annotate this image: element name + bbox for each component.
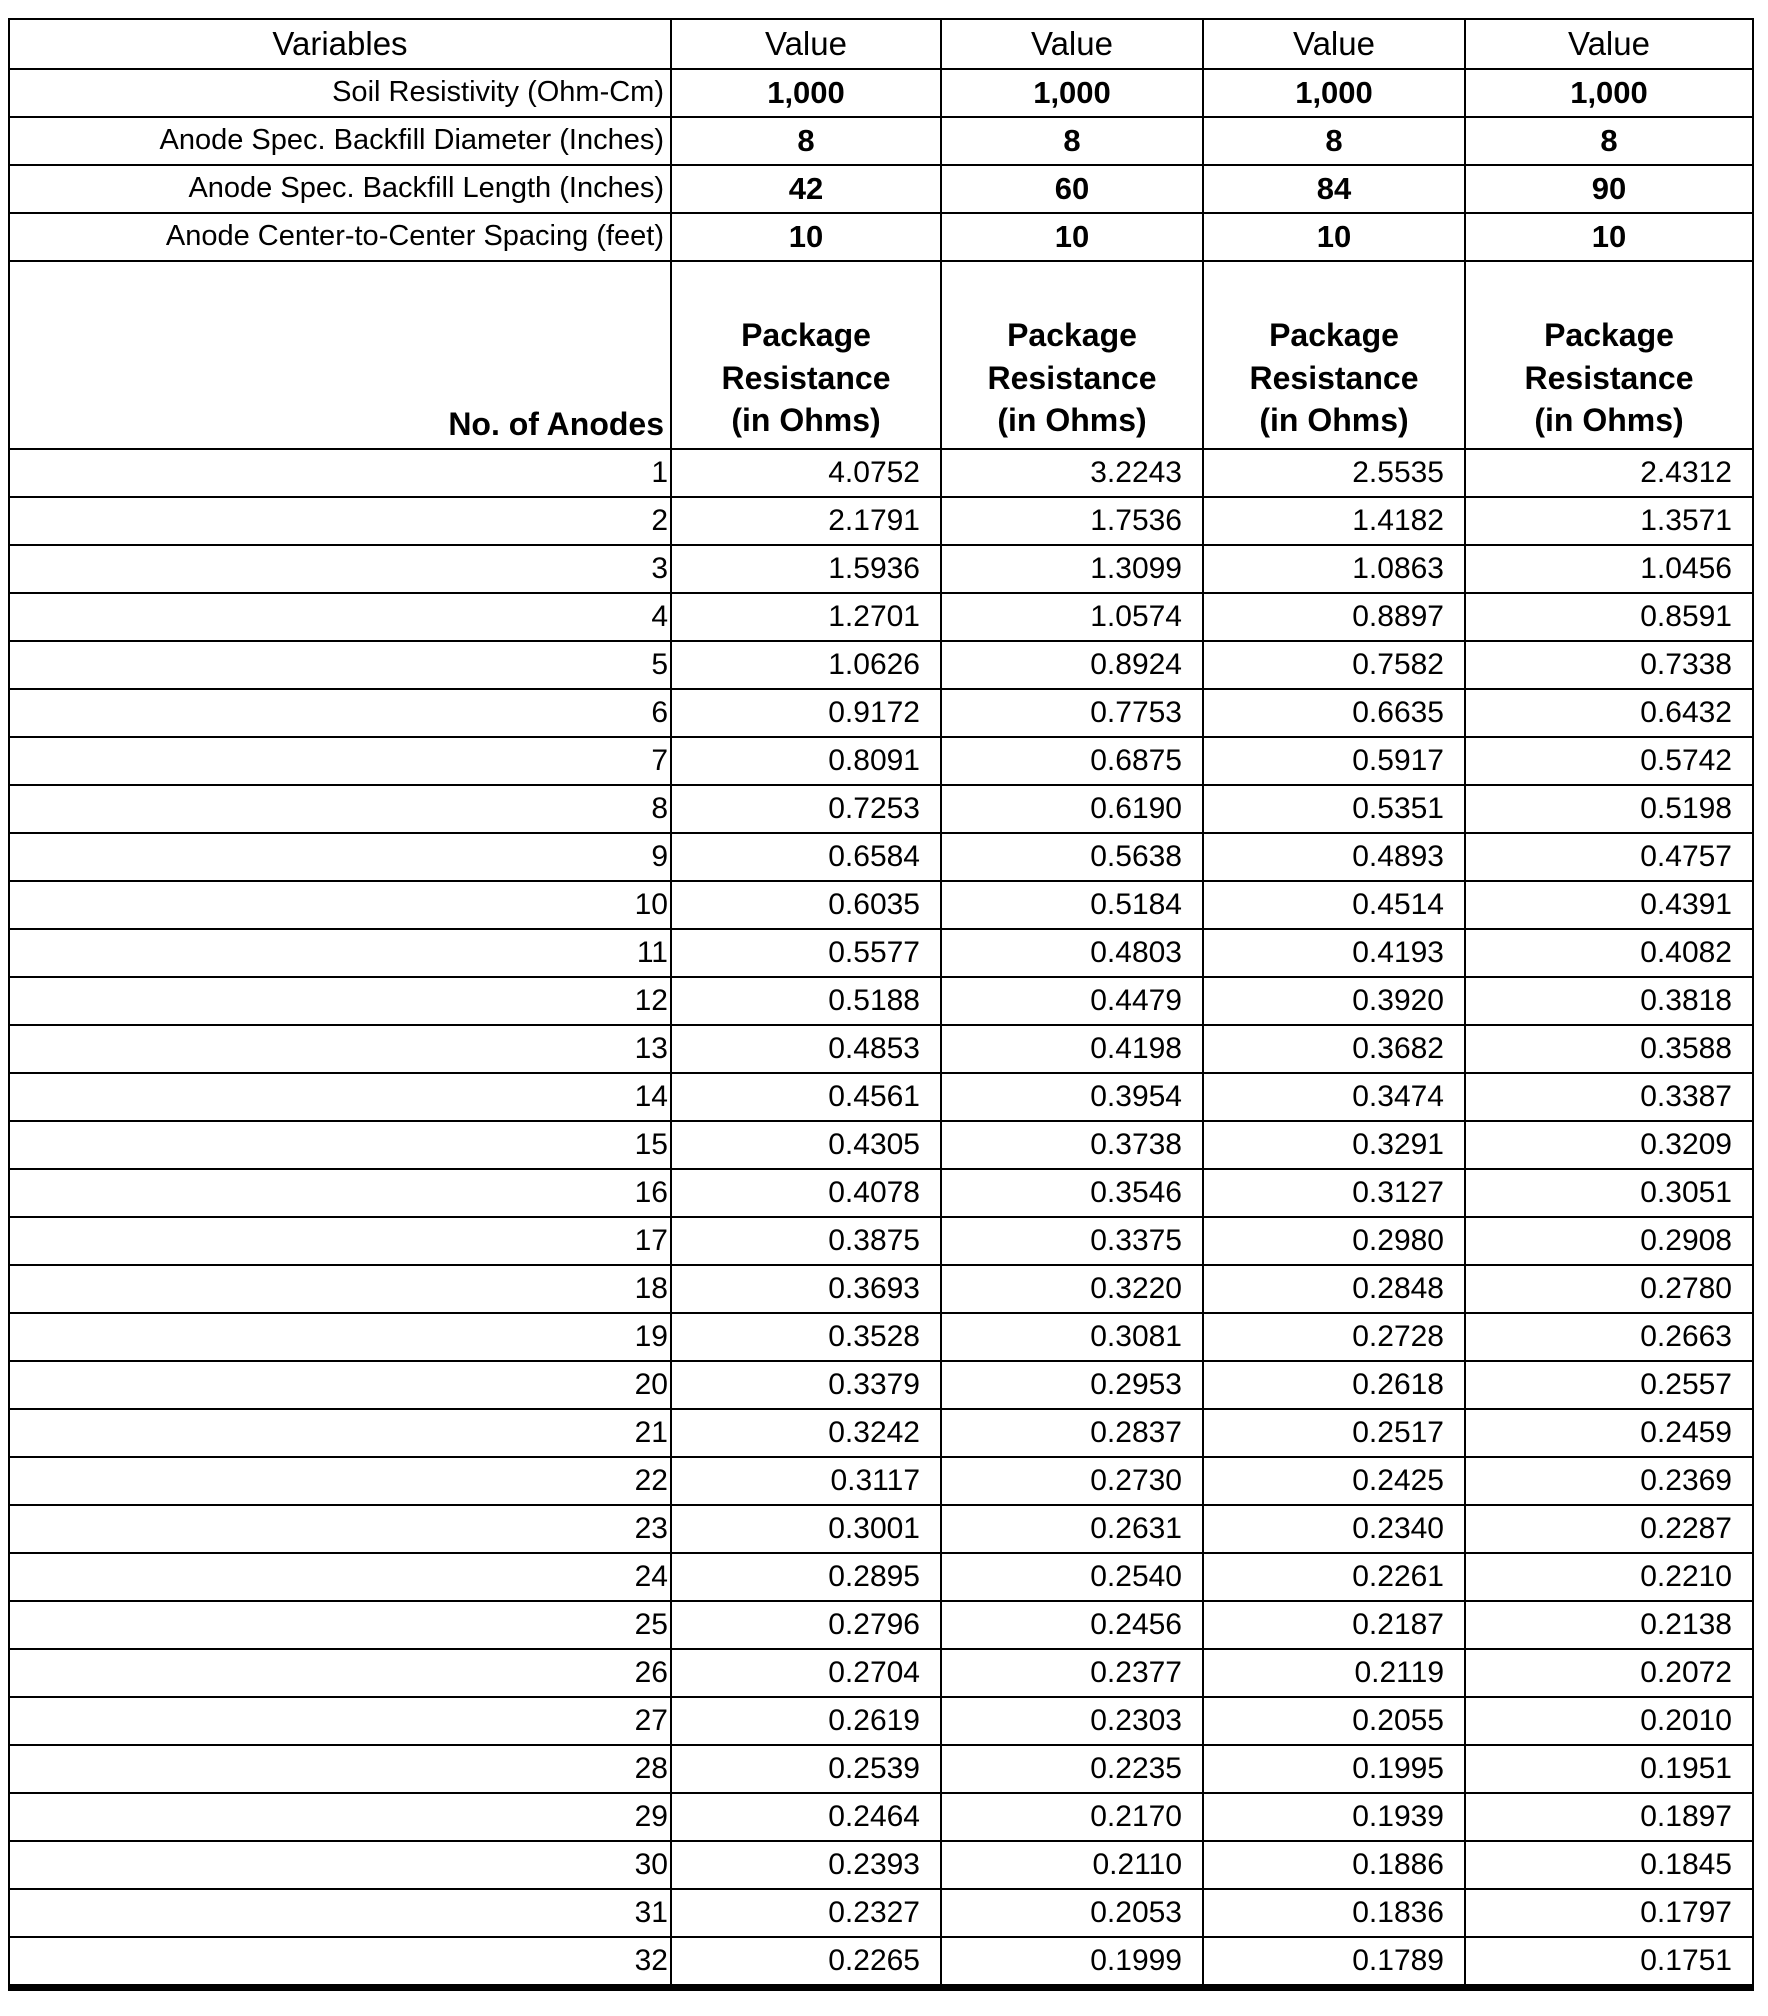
cell-package-resistance: 0.4479 (941, 977, 1203, 1025)
header-package-resistance-2 (941, 261, 1203, 449)
cell-package-resistance: 0.2557 (1465, 1361, 1753, 1409)
table-row (9, 1457, 1753, 1505)
variable-label: Anode Center-to-Center Spacing (feet) (9, 213, 671, 261)
table-row (9, 449, 1753, 497)
cell-package-resistance: 0.3474 (1203, 1073, 1465, 1121)
cell-package-resistance: 0.7253 (671, 785, 941, 833)
cell-no-of-anodes: 21 (9, 1409, 671, 1457)
table-row (9, 1889, 1753, 1937)
cell-no-of-anodes: 22 (9, 1457, 671, 1505)
cell-package-resistance: 0.2539 (671, 1745, 941, 1793)
cell-package-resistance: 0.2327 (671, 1889, 941, 1937)
cell-package-resistance: 1.7536 (941, 497, 1203, 545)
table-row (9, 1169, 1753, 1217)
cell-package-resistance: 0.2895 (671, 1553, 941, 1601)
cell-package-resistance: 0.3051 (1465, 1169, 1753, 1217)
cell-no-of-anodes: 20 (9, 1361, 671, 1409)
header-value-2: Value (941, 19, 1203, 69)
cell-no-of-anodes: 32 (9, 1937, 671, 1988)
variable-value: 8 (941, 117, 1203, 165)
cell-package-resistance: 2.5535 (1203, 449, 1465, 497)
cell-package-resistance: 0.1999 (941, 1937, 1203, 1988)
cell-package-resistance: 0.2235 (941, 1745, 1203, 1793)
cell-package-resistance: 1.5936 (671, 545, 941, 593)
table-row (9, 1745, 1753, 1793)
cell-package-resistance: 0.2908 (1465, 1217, 1753, 1265)
cell-package-resistance: 0.4193 (1203, 929, 1465, 977)
table-row (9, 1361, 1753, 1409)
cell-no-of-anodes: 7 (9, 737, 671, 785)
cell-package-resistance: 0.4561 (671, 1073, 941, 1121)
header-package-resistance-1 (671, 261, 941, 449)
cell-package-resistance: 0.2377 (941, 1649, 1203, 1697)
header-package-line: Package (1269, 317, 1399, 354)
table-row (9, 1601, 1753, 1649)
cell-package-resistance: 0.4853 (671, 1025, 941, 1073)
cell-package-resistance: 0.2425 (1203, 1457, 1465, 1505)
header-value-3: Value (1203, 19, 1465, 69)
cell-package-resistance: 0.5917 (1203, 737, 1465, 785)
cell-package-resistance: 0.4082 (1465, 929, 1753, 977)
cell-no-of-anodes: 2 (9, 497, 671, 545)
cell-no-of-anodes: 14 (9, 1073, 671, 1121)
cell-package-resistance: 0.3242 (671, 1409, 941, 1457)
cell-no-of-anodes: 15 (9, 1121, 671, 1169)
cell-package-resistance: 0.3546 (941, 1169, 1203, 1217)
anode-package-resistance-table (8, 18, 1754, 1991)
cell-package-resistance: 0.3081 (941, 1313, 1203, 1361)
cell-package-resistance: 0.2053 (941, 1889, 1203, 1937)
cell-package-resistance: 0.2170 (941, 1793, 1203, 1841)
cell-package-resistance: 1.4182 (1203, 497, 1465, 545)
cell-package-resistance: 0.4391 (1465, 881, 1753, 929)
header-value-1: Value (671, 19, 941, 69)
cell-package-resistance: 0.3682 (1203, 1025, 1465, 1073)
cell-package-resistance: 0.1886 (1203, 1841, 1465, 1889)
cell-package-resistance: 0.8924 (941, 641, 1203, 689)
header-package-line: Resistance (1249, 359, 1419, 396)
cell-package-resistance: 0.3875 (671, 1217, 941, 1265)
cell-no-of-anodes: 23 (9, 1505, 671, 1553)
variable-value: 84 (1203, 165, 1465, 213)
cell-package-resistance: 0.7753 (941, 689, 1203, 737)
variable-row (9, 69, 1753, 117)
cell-package-resistance: 0.1951 (1465, 1745, 1753, 1793)
header-package-line: (in Ohms) (997, 402, 1147, 439)
cell-package-resistance: 0.1751 (1465, 1937, 1753, 1988)
cell-package-resistance: 0.6635 (1203, 689, 1465, 737)
variable-value: 10 (671, 213, 941, 261)
cell-package-resistance: 0.2540 (941, 1553, 1203, 1601)
cell-package-resistance: 0.2796 (671, 1601, 941, 1649)
table-row (9, 1841, 1753, 1889)
table-header-row-package (9, 261, 1753, 449)
header-package-line: (in Ohms) (1259, 402, 1409, 439)
cell-no-of-anodes: 19 (9, 1313, 671, 1361)
header-package-line: (in Ohms) (731, 402, 881, 439)
cell-package-resistance: 0.5198 (1465, 785, 1753, 833)
cell-package-resistance: 0.2369 (1465, 1457, 1753, 1505)
cell-package-resistance: 0.1995 (1203, 1745, 1465, 1793)
cell-no-of-anodes: 3 (9, 545, 671, 593)
cell-package-resistance: 1.2701 (671, 593, 941, 641)
variable-value: 10 (1203, 213, 1465, 261)
cell-package-resistance: 0.1836 (1203, 1889, 1465, 1937)
header-package-line: Package (1544, 317, 1674, 354)
header-package-line: Resistance (1524, 359, 1694, 396)
cell-package-resistance: 0.1797 (1465, 1889, 1753, 1937)
header-package-line: Resistance (721, 359, 891, 396)
table-row (9, 1265, 1753, 1313)
cell-package-resistance: 0.4803 (941, 929, 1203, 977)
table-row (9, 881, 1753, 929)
cell-package-resistance: 0.6432 (1465, 689, 1753, 737)
cell-package-resistance: 0.6035 (671, 881, 941, 929)
cell-package-resistance: 0.2287 (1465, 1505, 1753, 1553)
cell-package-resistance: 0.2456 (941, 1601, 1203, 1649)
variable-value: 8 (1465, 117, 1753, 165)
cell-no-of-anodes: 27 (9, 1697, 671, 1745)
cell-no-of-anodes: 25 (9, 1601, 671, 1649)
cell-no-of-anodes: 8 (9, 785, 671, 833)
variable-value: 10 (941, 213, 1203, 261)
variable-row (9, 213, 1753, 261)
cell-package-resistance: 0.2780 (1465, 1265, 1753, 1313)
variable-value: 42 (671, 165, 941, 213)
table-row (9, 1505, 1753, 1553)
cell-package-resistance: 1.0863 (1203, 545, 1465, 593)
table-row (9, 641, 1753, 689)
cell-package-resistance: 0.2138 (1465, 1601, 1753, 1649)
cell-package-resistance: 0.5351 (1203, 785, 1465, 833)
header-package-resistance-4 (1465, 261, 1753, 449)
table-row (9, 929, 1753, 977)
cell-package-resistance: 0.2210 (1465, 1553, 1753, 1601)
cell-package-resistance: 0.2261 (1203, 1553, 1465, 1601)
variable-value: 1,000 (671, 69, 941, 117)
cell-package-resistance: 0.5742 (1465, 737, 1753, 785)
cell-package-resistance: 1.3099 (941, 545, 1203, 593)
header-package-line: Package (1007, 317, 1137, 354)
table-row (9, 1553, 1753, 1601)
header-variables: Variables (9, 19, 671, 69)
cell-no-of-anodes: 24 (9, 1553, 671, 1601)
cell-no-of-anodes: 10 (9, 881, 671, 929)
cell-package-resistance: 0.2393 (671, 1841, 941, 1889)
cell-package-resistance: 0.2517 (1203, 1409, 1465, 1457)
cell-package-resistance: 0.4893 (1203, 833, 1465, 881)
cell-package-resistance: 0.4078 (671, 1169, 941, 1217)
header-package-resistance-3 (1203, 261, 1465, 449)
table-row (9, 833, 1753, 881)
cell-no-of-anodes: 16 (9, 1169, 671, 1217)
cell-package-resistance: 0.2459 (1465, 1409, 1753, 1457)
cell-package-resistance: 0.4198 (941, 1025, 1203, 1073)
cell-package-resistance: 0.2631 (941, 1505, 1203, 1553)
cell-package-resistance: 0.3117 (671, 1457, 941, 1505)
cell-package-resistance: 0.2953 (941, 1361, 1203, 1409)
cell-no-of-anodes: 26 (9, 1649, 671, 1697)
cell-no-of-anodes: 11 (9, 929, 671, 977)
cell-package-resistance: 0.8897 (1203, 593, 1465, 641)
header-no-of-anodes: No. of Anodes (9, 261, 671, 449)
cell-no-of-anodes: 1 (9, 449, 671, 497)
variable-value: 60 (941, 165, 1203, 213)
header-package-line: Resistance (987, 359, 1157, 396)
cell-package-resistance: 0.9172 (671, 689, 941, 737)
table-row (9, 1793, 1753, 1841)
cell-no-of-anodes: 5 (9, 641, 671, 689)
cell-package-resistance: 0.2618 (1203, 1361, 1465, 1409)
cell-package-resistance: 0.3379 (671, 1361, 941, 1409)
cell-package-resistance: 0.3693 (671, 1265, 941, 1313)
variable-value: 8 (671, 117, 941, 165)
cell-package-resistance: 0.3220 (941, 1265, 1203, 1313)
cell-package-resistance: 0.3291 (1203, 1121, 1465, 1169)
cell-package-resistance: 0.2119 (1203, 1649, 1465, 1697)
cell-no-of-anodes: 6 (9, 689, 671, 737)
cell-package-resistance: 0.2730 (941, 1457, 1203, 1505)
variable-value: 1,000 (1203, 69, 1465, 117)
cell-package-resistance: 0.3528 (671, 1313, 941, 1361)
cell-package-resistance: 0.3920 (1203, 977, 1465, 1025)
cell-package-resistance: 0.1939 (1203, 1793, 1465, 1841)
cell-package-resistance: 0.4305 (671, 1121, 941, 1169)
cell-package-resistance: 0.2663 (1465, 1313, 1753, 1361)
cell-no-of-anodes: 28 (9, 1745, 671, 1793)
cell-package-resistance: 0.2265 (671, 1937, 941, 1988)
table-row (9, 785, 1753, 833)
cell-package-resistance: 0.3387 (1465, 1073, 1753, 1121)
cell-no-of-anodes: 13 (9, 1025, 671, 1073)
table-row (9, 1697, 1753, 1745)
cell-package-resistance: 4.0752 (671, 449, 941, 497)
cell-package-resistance: 1.0574 (941, 593, 1203, 641)
variable-value: 1,000 (1465, 69, 1753, 117)
cell-no-of-anodes: 31 (9, 1889, 671, 1937)
table-row (9, 545, 1753, 593)
table-row (9, 1313, 1753, 1361)
variable-label: Soil Resistivity (Ohm-Cm) (9, 69, 671, 117)
cell-package-resistance: 0.2055 (1203, 1697, 1465, 1745)
table-row (9, 497, 1753, 545)
table-header-row-variables (9, 19, 1753, 69)
cell-package-resistance: 1.3571 (1465, 497, 1753, 545)
cell-package-resistance: 0.2464 (671, 1793, 941, 1841)
cell-package-resistance: 0.3954 (941, 1073, 1203, 1121)
table-row (9, 1025, 1753, 1073)
cell-no-of-anodes: 18 (9, 1265, 671, 1313)
variable-row (9, 165, 1753, 213)
cell-no-of-anodes: 9 (9, 833, 671, 881)
cell-package-resistance: 0.5638 (941, 833, 1203, 881)
cell-package-resistance: 0.2704 (671, 1649, 941, 1697)
cell-package-resistance: 0.3375 (941, 1217, 1203, 1265)
cell-package-resistance: 0.2010 (1465, 1697, 1753, 1745)
cell-package-resistance: 2.1791 (671, 497, 941, 545)
cell-package-resistance: 0.2072 (1465, 1649, 1753, 1697)
cell-package-resistance: 0.4757 (1465, 833, 1753, 881)
cell-package-resistance: 0.2303 (941, 1697, 1203, 1745)
variable-label: Anode Spec. Backfill Length (Inches) (9, 165, 671, 213)
cell-package-resistance: 0.5188 (671, 977, 941, 1025)
cell-package-resistance: 0.8591 (1465, 593, 1753, 641)
cell-no-of-anodes: 4 (9, 593, 671, 641)
header-package-line: Package (741, 317, 871, 354)
cell-package-resistance: 0.8091 (671, 737, 941, 785)
cell-package-resistance: 0.4514 (1203, 881, 1465, 929)
table-row (9, 689, 1753, 737)
header-package-line: (in Ohms) (1534, 402, 1684, 439)
table-row (9, 1937, 1753, 1988)
cell-package-resistance: 0.3738 (941, 1121, 1203, 1169)
variable-value: 10 (1465, 213, 1753, 261)
cell-package-resistance: 0.2848 (1203, 1265, 1465, 1313)
cell-package-resistance: 0.2340 (1203, 1505, 1465, 1553)
cell-package-resistance: 0.1845 (1465, 1841, 1753, 1889)
cell-package-resistance: 0.1789 (1203, 1937, 1465, 1988)
table-row (9, 1649, 1753, 1697)
cell-no-of-anodes: 12 (9, 977, 671, 1025)
cell-no-of-anodes: 30 (9, 1841, 671, 1889)
cell-package-resistance: 0.1897 (1465, 1793, 1753, 1841)
cell-package-resistance: 1.0626 (671, 641, 941, 689)
variable-value: 1,000 (941, 69, 1203, 117)
cell-package-resistance: 0.2837 (941, 1409, 1203, 1457)
table-row (9, 1217, 1753, 1265)
cell-package-resistance: 0.3588 (1465, 1025, 1753, 1073)
cell-package-resistance: 3.2243 (941, 449, 1203, 497)
cell-package-resistance: 2.4312 (1465, 449, 1753, 497)
cell-no-of-anodes: 17 (9, 1217, 671, 1265)
variable-row (9, 117, 1753, 165)
table-row (9, 737, 1753, 785)
table-row (9, 1073, 1753, 1121)
cell-package-resistance: 0.5577 (671, 929, 941, 977)
cell-package-resistance: 0.6190 (941, 785, 1203, 833)
table-row (9, 1409, 1753, 1457)
cell-package-resistance: 0.2619 (671, 1697, 941, 1745)
cell-package-resistance: 0.6875 (941, 737, 1203, 785)
cell-no-of-anodes: 29 (9, 1793, 671, 1841)
cell-package-resistance: 0.2728 (1203, 1313, 1465, 1361)
table-row (9, 1121, 1753, 1169)
variable-label: Anode Spec. Backfill Diameter (Inches) (9, 117, 671, 165)
cell-package-resistance: 0.2980 (1203, 1217, 1465, 1265)
cell-package-resistance: 0.6584 (671, 833, 941, 881)
cell-package-resistance: 0.2187 (1203, 1601, 1465, 1649)
cell-package-resistance: 0.3127 (1203, 1169, 1465, 1217)
cell-package-resistance: 0.7582 (1203, 641, 1465, 689)
cell-package-resistance: 1.0456 (1465, 545, 1753, 593)
variable-value: 90 (1465, 165, 1753, 213)
cell-package-resistance: 0.2110 (941, 1841, 1203, 1889)
cell-package-resistance: 0.7338 (1465, 641, 1753, 689)
header-value-4: Value (1465, 19, 1753, 69)
table-row (9, 977, 1753, 1025)
cell-package-resistance: 0.3818 (1465, 977, 1753, 1025)
table-row (9, 593, 1753, 641)
cell-package-resistance: 0.3001 (671, 1505, 941, 1553)
cell-package-resistance: 0.3209 (1465, 1121, 1753, 1169)
cell-package-resistance: 0.5184 (941, 881, 1203, 929)
variable-value: 8 (1203, 117, 1465, 165)
